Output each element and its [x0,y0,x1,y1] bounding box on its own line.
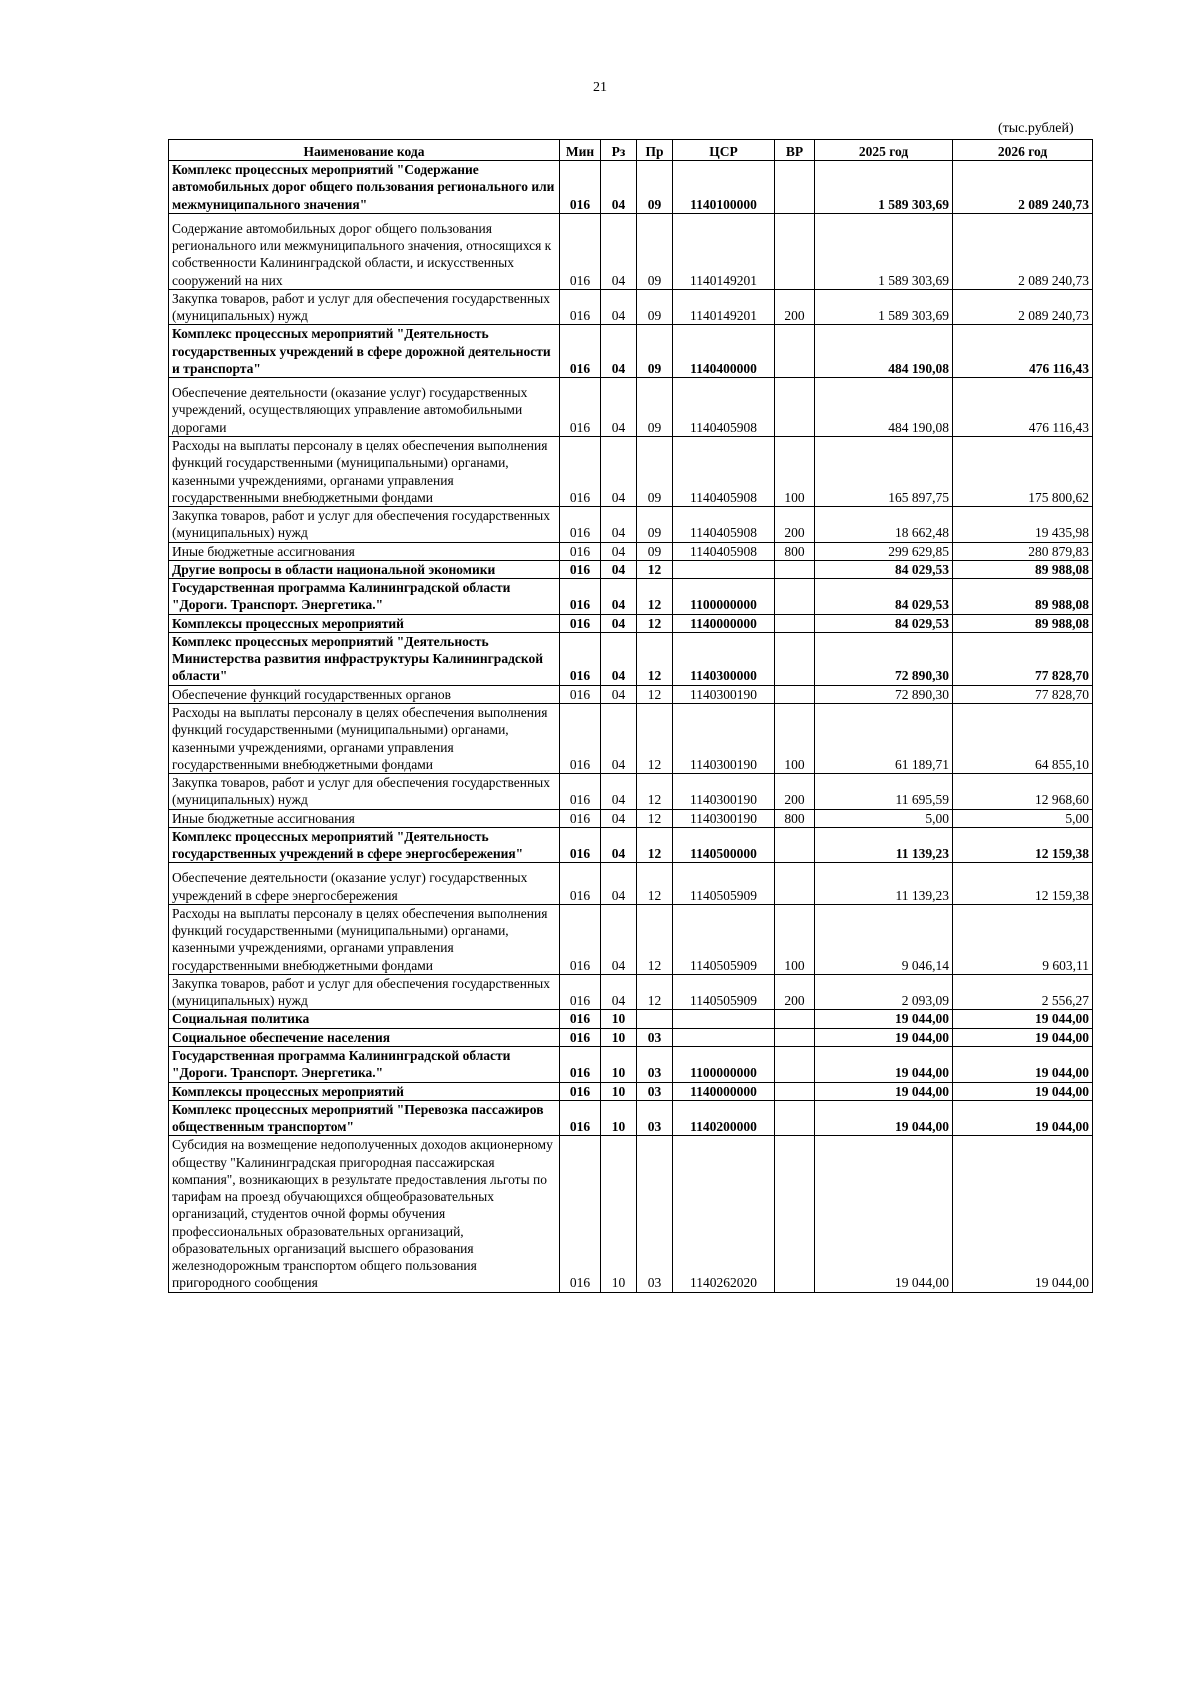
row-rz: 04 [601,507,637,543]
row-amount-2025: 484 190,08 [815,325,953,378]
row-name: Иные бюджетные ассигнования [169,542,560,560]
row-amount-2026: 19 044,00 [953,1028,1093,1046]
row-vr [775,827,815,863]
row-rz: 04 [601,904,637,974]
row-csr: 1140149201 [673,289,775,325]
row-amount-2025: 1 589 303,69 [815,289,953,325]
row-min: 016 [560,325,601,378]
table-row [169,436,1093,506]
row-rz: 10 [601,1082,637,1100]
row-amount-2026: 19 044,00 [953,1082,1093,1100]
column-header-rz: Рз [601,140,637,161]
row-vr: 200 [775,289,815,325]
table-row [169,161,1093,214]
row-rz: 04 [601,632,637,685]
row-csr [673,560,775,578]
row-csr: 1140200000 [673,1100,775,1136]
row-rz: 04 [601,703,637,773]
row-amount-2026: 2 089 240,73 [953,289,1093,325]
row-amount-2025: 19 044,00 [815,1047,953,1083]
row-name: Комплекс процессных мероприятий "Деятельность государственных учреждений в сфере дорожной деятельности и транспорта" [169,325,560,378]
table-row [169,542,1093,560]
row-amount-2026: 280 879,83 [953,542,1093,560]
row-rz: 04 [601,378,637,437]
row-amount-2026: 19 044,00 [953,1047,1093,1083]
row-pr: 12 [637,809,673,827]
row-rz: 10 [601,1136,637,1292]
table-row [169,632,1093,685]
row-min: 016 [560,1028,601,1046]
row-name: Расходы на выплаты персоналу в целях обеспечения выполнения функций государственными (муниципальными) органами, казенными учреждениями, органами управления государственными внебюджетными фондами [169,436,560,506]
row-rz: 10 [601,1100,637,1136]
row-min: 016 [560,378,601,437]
row-amount-2025: 1 589 303,69 [815,161,953,214]
row-vr [775,1136,815,1292]
row-csr: 1100000000 [673,579,775,615]
row-name: Комплексы процессных мероприятий [169,1082,560,1100]
row-min: 016 [560,161,601,214]
table-row [169,863,1093,905]
row-amount-2026: 19 044,00 [953,1136,1093,1292]
table-row [169,974,1093,1010]
table-row [169,507,1093,543]
row-csr: 1140405908 [673,542,775,560]
row-min: 016 [560,974,601,1010]
row-amount-2026: 2 089 240,73 [953,161,1093,214]
row-amount-2026: 476 116,43 [953,378,1093,437]
budget-table [168,139,1093,1293]
row-name: Другие вопросы в области национальной экономики [169,560,560,578]
row-pr: 12 [637,863,673,905]
row-rz: 04 [601,560,637,578]
row-amount-2026: 175 800,62 [953,436,1093,506]
row-min: 016 [560,507,601,543]
row-pr: 12 [637,827,673,863]
row-pr: 12 [637,974,673,1010]
row-amount-2026: 89 988,08 [953,614,1093,632]
row-vr [775,1010,815,1028]
row-vr: 800 [775,542,815,560]
row-pr: 12 [637,632,673,685]
row-min: 016 [560,904,601,974]
column-header-vr: ВР [775,140,815,161]
row-pr: 09 [637,289,673,325]
row-min: 016 [560,542,601,560]
row-amount-2025: 165 897,75 [815,436,953,506]
row-vr [775,1047,815,1083]
row-amount-2025: 1 589 303,69 [815,213,953,289]
row-amount-2026: 12 159,38 [953,863,1093,905]
row-amount-2025: 2 093,09 [815,974,953,1010]
table-row [169,560,1093,578]
row-rz: 04 [601,289,637,325]
row-min: 016 [560,436,601,506]
row-min: 016 [560,827,601,863]
row-min: 016 [560,632,601,685]
row-vr: 100 [775,436,815,506]
row-name: Обеспечение функций государственных органов [169,685,560,703]
row-pr: 12 [637,614,673,632]
row-rz: 04 [601,685,637,703]
table-row [169,614,1093,632]
row-amount-2026: 89 988,08 [953,579,1093,615]
row-vr [775,378,815,437]
row-rz: 04 [601,213,637,289]
row-vr [775,161,815,214]
row-amount-2025: 18 662,48 [815,507,953,543]
row-pr: 12 [637,685,673,703]
column-header-csr: ЦСР [673,140,775,161]
row-vr [775,1082,815,1100]
table-header-row [169,140,1093,161]
row-min: 016 [560,685,601,703]
table-row [169,827,1093,863]
row-csr: 1140505909 [673,904,775,974]
row-pr: 12 [637,774,673,810]
row-amount-2025: 84 029,53 [815,579,953,615]
table-row [169,703,1093,773]
row-csr [673,1028,775,1046]
row-amount-2025: 61 189,71 [815,703,953,773]
table-row [169,1100,1093,1136]
row-vr [775,1100,815,1136]
row-amount-2026: 12 968,60 [953,774,1093,810]
page-number: 21 [593,80,607,95]
row-amount-2025: 84 029,53 [815,614,953,632]
row-amount-2025: 19 044,00 [815,1028,953,1046]
row-vr: 100 [775,703,815,773]
row-csr: 1140300190 [673,774,775,810]
row-name: Расходы на выплаты персоналу в целях обеспечения выполнения функций государственными (муниципальными) органами, казенными учреждениями, органами управления государственными внебюджетными фондами [169,703,560,773]
row-csr: 1100000000 [673,1047,775,1083]
row-amount-2026: 5,00 [953,809,1093,827]
row-amount-2025: 11 695,59 [815,774,953,810]
row-min: 016 [560,1136,601,1292]
row-name: Социальное обеспечение населения [169,1028,560,1046]
row-pr [637,1010,673,1028]
row-csr: 1140300190 [673,809,775,827]
row-rz: 04 [601,161,637,214]
row-csr: 1140000000 [673,1082,775,1100]
table-row [169,685,1093,703]
row-vr [775,632,815,685]
table-row [169,774,1093,810]
row-pr: 03 [637,1047,673,1083]
column-header-2026: 2026 год [953,140,1093,161]
table-row [169,1136,1093,1292]
row-rz: 04 [601,809,637,827]
row-csr: 1140405908 [673,507,775,543]
row-pr: 03 [637,1100,673,1136]
row-min: 016 [560,863,601,905]
row-csr: 1140100000 [673,161,775,214]
row-rz: 04 [601,542,637,560]
row-csr: 1140405908 [673,436,775,506]
column-header-pr: Пр [637,140,673,161]
row-amount-2025: 11 139,23 [815,827,953,863]
row-vr [775,560,815,578]
row-amount-2026: 64 855,10 [953,703,1093,773]
row-vr [775,325,815,378]
row-amount-2025: 484 190,08 [815,378,953,437]
row-name: Иные бюджетные ассигнования [169,809,560,827]
row-min: 016 [560,774,601,810]
row-name: Расходы на выплаты персоналу в целях обеспечения выполнения функций государственными (муниципальными) органами, казенными учреждениями, органами управления государственными внебюджетными фондами [169,904,560,974]
column-header-name: Наименование кода [169,140,560,161]
row-amount-2025: 9 046,14 [815,904,953,974]
row-min: 016 [560,213,601,289]
row-pr: 03 [637,1028,673,1046]
row-vr: 200 [775,774,815,810]
table-row [169,213,1093,289]
row-rz: 04 [601,863,637,905]
row-name: Комплекс процессных мероприятий "Содержание автомобильных дорог общего пользования регионального или межмуниципального значения" [169,161,560,214]
table-row [169,1047,1093,1083]
row-amount-2026: 89 988,08 [953,560,1093,578]
row-amount-2026: 2 089 240,73 [953,213,1093,289]
row-amount-2025: 72 890,30 [815,632,953,685]
row-vr [775,685,815,703]
row-pr: 09 [637,213,673,289]
row-amount-2025: 19 044,00 [815,1082,953,1100]
row-pr: 03 [637,1082,673,1100]
table-row [169,289,1093,325]
row-pr: 09 [637,436,673,506]
row-min: 016 [560,560,601,578]
row-csr: 1140400000 [673,325,775,378]
row-pr: 09 [637,542,673,560]
row-min: 016 [560,1010,601,1028]
row-vr [775,614,815,632]
row-amount-2025: 19 044,00 [815,1100,953,1136]
row-csr: 1140300190 [673,685,775,703]
table-row [169,904,1093,974]
row-pr: 09 [637,161,673,214]
row-amount-2025: 11 139,23 [815,863,953,905]
row-csr: 1140149201 [673,213,775,289]
row-amount-2025: 19 044,00 [815,1136,953,1292]
table-body [169,161,1093,1293]
row-csr: 1140405908 [673,378,775,437]
table-row [169,809,1093,827]
row-amount-2025: 299 629,85 [815,542,953,560]
row-amount-2025: 84 029,53 [815,560,953,578]
row-pr: 09 [637,507,673,543]
row-rz: 04 [601,827,637,863]
row-name: Государственная программа Калининградской области "Дороги. Транспорт. Энергетика." [169,1047,560,1083]
row-rz: 10 [601,1010,637,1028]
row-csr: 1140500000 [673,827,775,863]
row-vr: 800 [775,809,815,827]
row-vr [775,213,815,289]
row-csr: 1140262020 [673,1136,775,1292]
row-pr: 12 [637,703,673,773]
row-pr: 03 [637,1136,673,1292]
row-min: 016 [560,703,601,773]
row-name: Социальная политика [169,1010,560,1028]
row-pr: 12 [637,560,673,578]
row-rz: 04 [601,974,637,1010]
row-rz: 10 [601,1028,637,1046]
row-min: 016 [560,1082,601,1100]
row-vr [775,1028,815,1046]
units-label: (тыс.рублей) [998,121,1074,136]
row-amount-2025: 19 044,00 [815,1010,953,1028]
row-name: Комплекс процессных мероприятий "Деятельность Министерства развития инфраструктуры Калининградской области" [169,632,560,685]
row-rz: 04 [601,774,637,810]
row-pr: 12 [637,904,673,974]
row-vr: 200 [775,507,815,543]
row-name: Государственная программа Калининградской области "Дороги. Транспорт. Энергетика." [169,579,560,615]
row-name: Закупка товаров, работ и услуг для обеспечения государственных (муниципальных) нужд [169,507,560,543]
row-name: Комплексы процессных мероприятий [169,614,560,632]
table-row [169,1010,1093,1028]
row-name: Содержание автомобильных дорог общего пользования регионального или межмуниципального значения, относящихся к собственности Калининградской области, и искусственных сооружений на них [169,213,560,289]
row-vr: 100 [775,904,815,974]
row-min: 016 [560,1047,601,1083]
row-amount-2026: 12 159,38 [953,827,1093,863]
row-vr: 200 [775,974,815,1010]
row-pr: 09 [637,378,673,437]
row-csr: 1140300000 [673,632,775,685]
row-amount-2026: 19 044,00 [953,1100,1093,1136]
table-row [169,325,1093,378]
row-min: 016 [560,809,601,827]
row-name: Комплекс процессных мероприятий "Деятельность государственных учреждений в сфере энергосбережения" [169,827,560,863]
row-csr: 1140505909 [673,863,775,905]
row-name: Закупка товаров, работ и услуг для обеспечения государственных (муниципальных) нужд [169,774,560,810]
row-rz: 10 [601,1047,637,1083]
column-header-2025: 2025 год [815,140,953,161]
row-csr: 1140300190 [673,703,775,773]
row-pr: 12 [637,579,673,615]
row-vr [775,863,815,905]
row-amount-2026: 2 556,27 [953,974,1093,1010]
table-row [169,378,1093,437]
row-name: Субсидия на возмещение недополученных доходов акционерному обществу "Калининградская пригородная пассажирская компания", возникающих в результате предоставления льготы по тарифам на проезд обучающихся общеобразовательных организаций, студентов очной формы обучения профессиональных образовательных организаций, образовательных организаций высшего образования железнодорожным транспортом общего пользования пригородного сообщения [169,1136,560,1292]
row-amount-2026: 9 603,11 [953,904,1093,974]
row-rz: 04 [601,325,637,378]
row-amount-2026: 77 828,70 [953,685,1093,703]
row-min: 016 [560,614,601,632]
row-min: 016 [560,289,601,325]
row-amount-2026: 77 828,70 [953,632,1093,685]
row-vr [775,579,815,615]
row-min: 016 [560,1100,601,1136]
row-name: Закупка товаров, работ и услуг для обеспечения государственных (муниципальных) нужд [169,974,560,1010]
row-amount-2026: 19 044,00 [953,1010,1093,1028]
table-row [169,1028,1093,1046]
row-amount-2025: 5,00 [815,809,953,827]
row-name: Обеспечение деятельности (оказание услуг) государственных учреждений в сфере энергосбережения [169,863,560,905]
table-row [169,1082,1093,1100]
row-rz: 04 [601,579,637,615]
row-csr: 1140505909 [673,974,775,1010]
row-name: Закупка товаров, работ и услуг для обеспечения государственных (муниципальных) нужд [169,289,560,325]
row-csr [673,1010,775,1028]
row-min: 016 [560,579,601,615]
table-row [169,579,1093,615]
row-pr: 09 [637,325,673,378]
row-csr: 1140000000 [673,614,775,632]
row-name: Комплекс процессных мероприятий "Перевозка пассажиров общественным транспортом" [169,1100,560,1136]
row-name: Обеспечение деятельности (оказание услуг) государственных учреждений, осуществляющих управление автомобильными дорогами [169,378,560,437]
row-amount-2026: 19 435,98 [953,507,1093,543]
row-rz: 04 [601,614,637,632]
row-amount-2026: 476 116,43 [953,325,1093,378]
row-rz: 04 [601,436,637,506]
column-header-min: Мин [560,140,601,161]
row-amount-2025: 72 890,30 [815,685,953,703]
